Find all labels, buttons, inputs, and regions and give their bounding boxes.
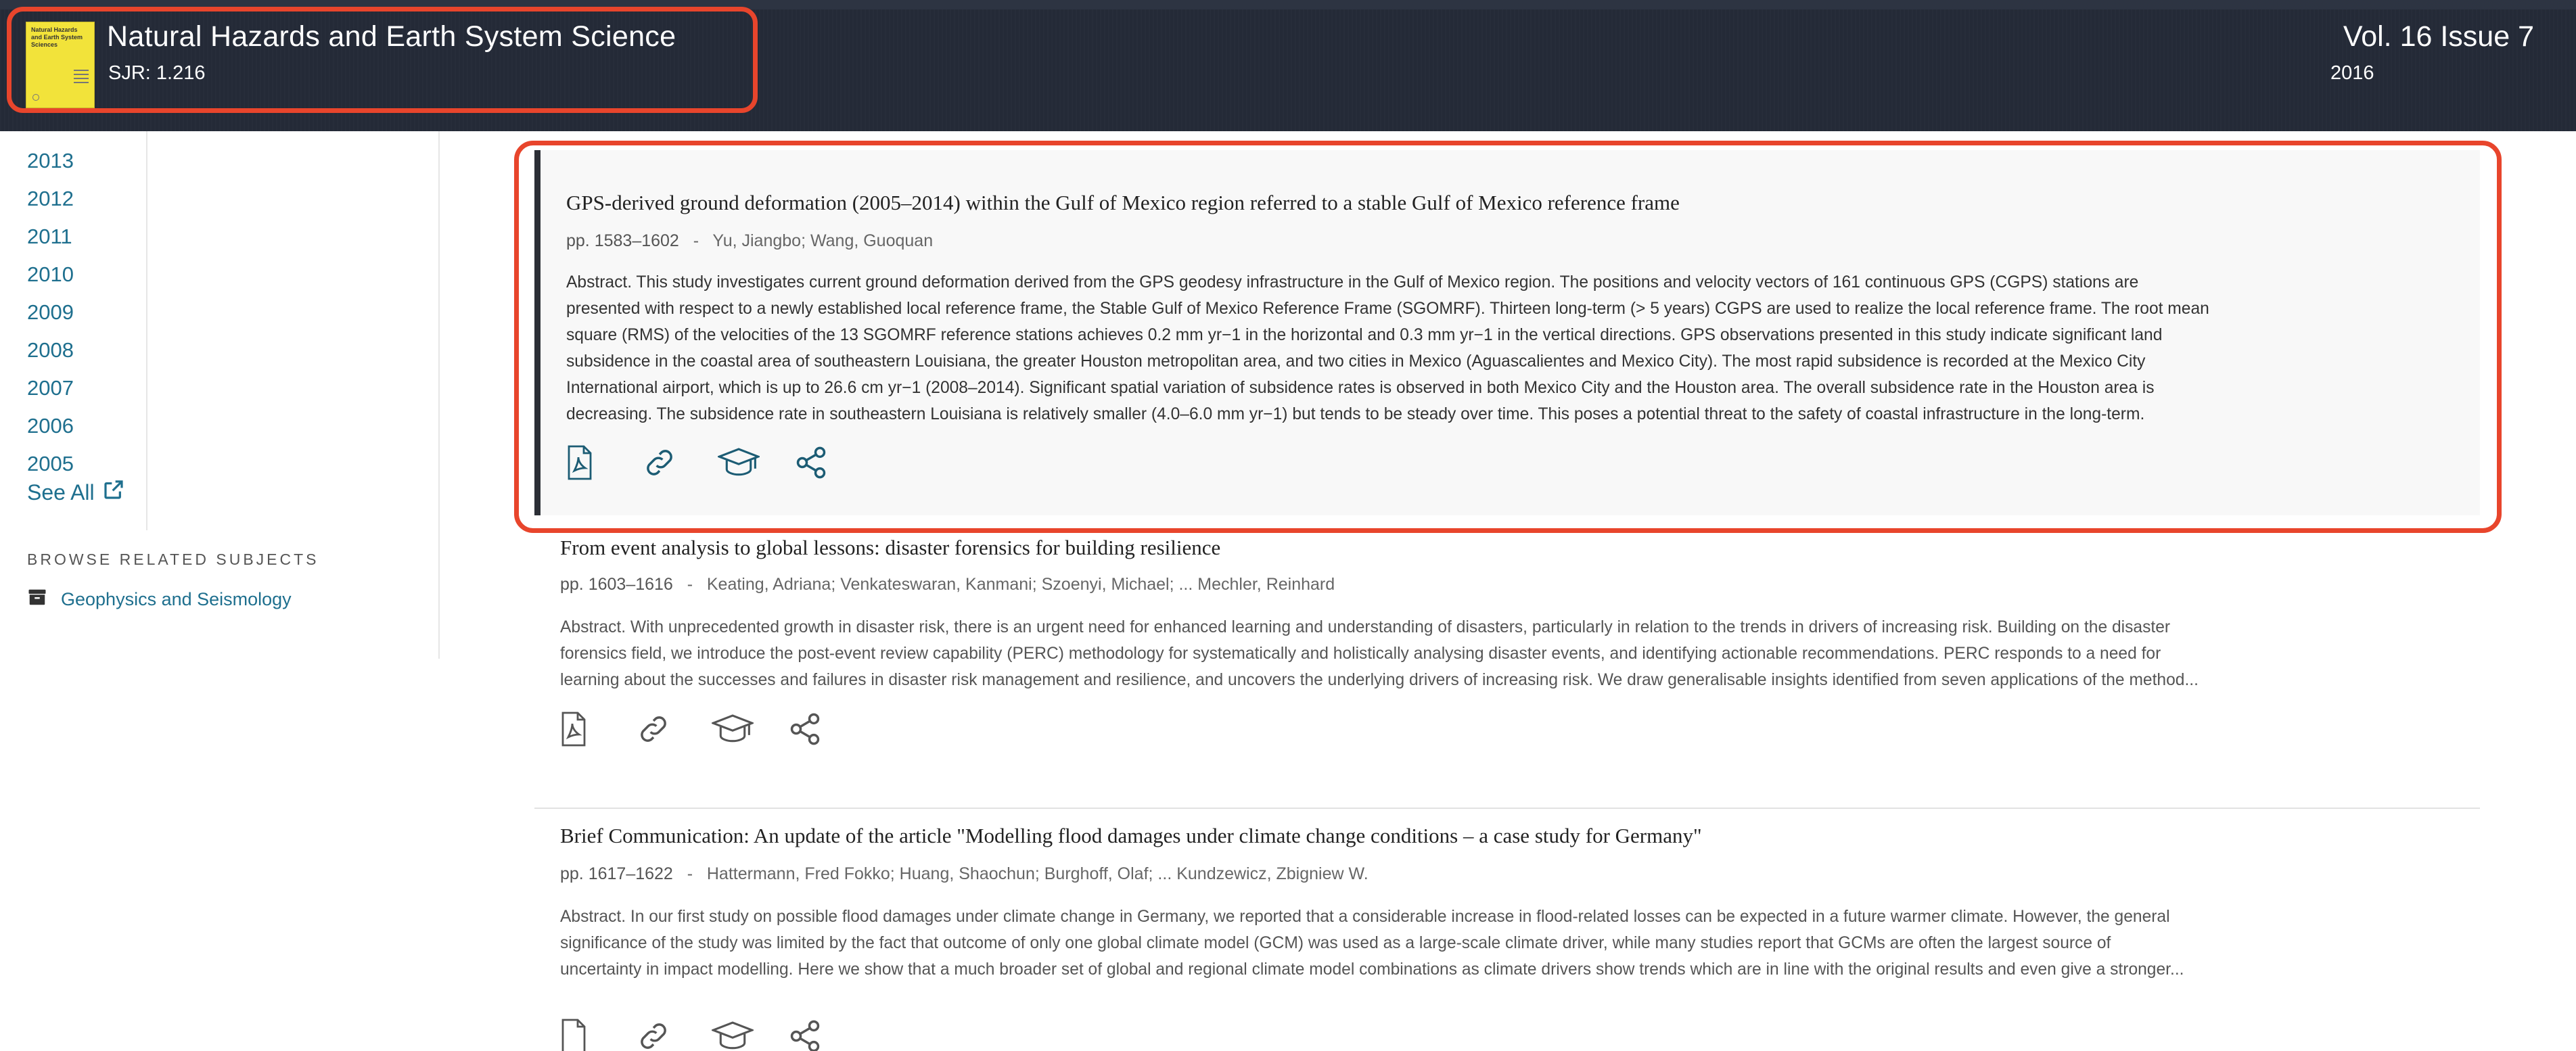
article-card <box>534 150 2480 515</box>
article-pages: pp. 1583–1602 <box>566 231 679 250</box>
article-meta <box>560 864 1368 884</box>
abstract-line: International airport, which is up to 26.6 cm yr−1 (2008–2014). Significant spatial variation of subsidence rates is observed in both Mexico City and the Houston area. The overall subsidence rate in the Houston area is <box>566 379 2155 397</box>
share-icon[interactable] <box>787 711 828 747</box>
related-subject-link[interactable] <box>27 587 292 612</box>
see-all-label: See All <box>27 480 95 505</box>
year-link[interactable]: 2005 <box>27 452 74 475</box>
article-meta <box>566 231 933 251</box>
article-title[interactable]: Brief Communication: An update of the article "Modelling flood damages under climate change conditions – a case study for Germany" <box>560 824 1702 847</box>
link-icon[interactable] <box>636 1019 676 1051</box>
article-actions <box>560 1019 828 1051</box>
issue-year: 2016 <box>2330 62 2374 84</box>
browse-related-heading: BROWSE RELATED SUBJECTS <box>27 551 319 568</box>
year-link[interactable]: 2011 <box>27 225 72 248</box>
year-list <box>27 142 74 483</box>
graduation-cap-icon[interactable] <box>718 445 758 480</box>
abstract-line: subsidence in the coastal area of southeastern Louisiana, the greater Houston metropolitan area, and two cities in Mexico (Aguascalientes and Mexico City). The most rapid subsidence is recorded at the Mexico City <box>566 352 2146 371</box>
article-abstract <box>560 904 2454 983</box>
abstract-line: Abstract. In our first study on possible flood damages under climate change in Germany, we reported that a considerable increase in flood-related losses can be expected in a future warmer climate. However, the general <box>560 908 2170 926</box>
see-all-link[interactable] <box>27 479 124 506</box>
link-icon[interactable] <box>642 445 683 480</box>
journal-title[interactable]: Natural Hazards and Earth System Science <box>107 20 676 53</box>
year-link[interactable]: 2007 <box>27 376 74 400</box>
abstract-line: Abstract. This study investigates current ground deformation derived from the GPS geodesy infrastructure in the Gulf of Mexico region. The positions and velocity vectors of 161 continuous GPS (CGPS) stations are <box>566 273 2139 291</box>
share-icon[interactable] <box>787 1019 828 1051</box>
abstract-line: significance of the study was limited by the fact that outcome of only one global climate model (GCM) was used as a large-scale climate driver, while many studies report that GCMs are often the largest source of <box>560 934 2111 952</box>
article-card <box>534 809 2480 1051</box>
archive-icon <box>27 587 47 612</box>
volume-issue: Vol. 16 Issue 7 <box>2343 20 2534 53</box>
meta-separator: - <box>687 864 693 883</box>
year-link[interactable]: 2012 <box>27 187 74 210</box>
link-icon[interactable] <box>636 711 676 747</box>
pdf-icon[interactable] <box>560 711 601 747</box>
article-title[interactable]: From event analysis to global lessons: disaster forensics for building resilience <box>560 536 1221 559</box>
abstract-line: square (RMS) of the velocities of the 13 SGOMRF reference stations achieves 0.2 mm yr−1 in the horizontal and 0.3 mm yr−1 in the vertical directions. GPS observations presented in this study indicate significant land <box>566 326 2163 344</box>
graduation-cap-icon[interactable] <box>712 711 752 747</box>
abstract-line: forensics field, we introduce the post-event review capability (PERC) methodology for systematically and holistically analysing disaster events, and identifying actionable recommendations. PERC responds to a need for <box>560 645 2161 663</box>
journal-highlight-box <box>7 7 758 113</box>
article-authors[interactable]: Keating, Adriana; Venkateswaran, Kanmani; Szoenyi, Michael; ... Mechler, Reinhard <box>706 575 1335 594</box>
meta-separator: - <box>687 575 693 594</box>
article-actions <box>566 445 834 480</box>
article-pages: pp. 1617–1622 <box>560 864 673 883</box>
share-icon[interactable] <box>794 445 834 480</box>
sjr-score: SJR: 1.216 <box>108 62 206 84</box>
article-abstract <box>560 614 2454 693</box>
year-link[interactable]: 2013 <box>27 149 74 172</box>
article-authors[interactable]: Yu, Jiangbo; Wang, Guoquan <box>712 231 934 250</box>
article-card <box>534 515 2480 799</box>
abstract-line: decreasing. The subsidence rate in southeastern Louisiana is relatively smaller (4.0–6.0 mm yr−1) but tends to be steady over time. This poses a potential threat to the safety of coastal infrastructure in the long-term. <box>566 405 2145 423</box>
year-link[interactable]: 2008 <box>27 338 74 362</box>
pdf-icon[interactable] <box>566 445 607 480</box>
sidebar <box>0 131 440 659</box>
article-meta <box>560 575 1335 594</box>
related-subject-label: Geophysics and Seismology <box>61 589 292 609</box>
article-authors[interactable]: Hattermann, Fred Fokko; Huang, Shaochun; Burghoff, Olaf; ... Kundzewicz, Zbigniew W. <box>706 864 1368 883</box>
abstract-line: Abstract. With unprecedented growth in disaster risk, there is an urgent need for enhanced learning and understanding of disasters, particularly in relation to the trends in drivers of increasing risk. Building on the disaster <box>560 618 2171 636</box>
article-actions <box>560 711 828 747</box>
abstract-line: uncertainty in impact modelling. Here we show that a much broader set of global and regional climate model combinations as climate drivers show trends which are in line with the original results and even give a stronger... <box>560 960 2184 979</box>
year-link[interactable]: 2006 <box>27 414 74 438</box>
article-pages: pp. 1603–1616 <box>560 575 673 594</box>
year-link[interactable]: 2010 <box>27 262 74 286</box>
abstract-line: presented with respect to a newly established local reference frame, the Stable Gulf of Mexico Reference Frame (SGOMRF). Thirteen long-term (> 5 years) CGPS are used to realize the local reference frame. The root mean <box>566 300 2209 318</box>
graduation-cap-icon[interactable] <box>712 1019 752 1051</box>
article-abstract <box>566 269 2460 427</box>
pdf-icon[interactable] <box>560 1019 601 1051</box>
external-link-icon <box>103 479 124 506</box>
meta-separator: - <box>693 231 699 250</box>
cover-title-text: Natural Hazards and Earth System Sciences <box>31 26 83 48</box>
abstract-line: learning about the successes and failures in disaster risk management and resilience, and uncovers the underlying drivers of increasing risk. We draw generalisable insights identified from seven applications of the method... <box>560 671 2199 689</box>
article-title[interactable]: GPS-derived ground deformation (2005–2014) within the Gulf of Mexico region referred to a stable Gulf of Mexico reference frame <box>566 191 1680 214</box>
year-link[interactable]: 2009 <box>27 300 74 324</box>
